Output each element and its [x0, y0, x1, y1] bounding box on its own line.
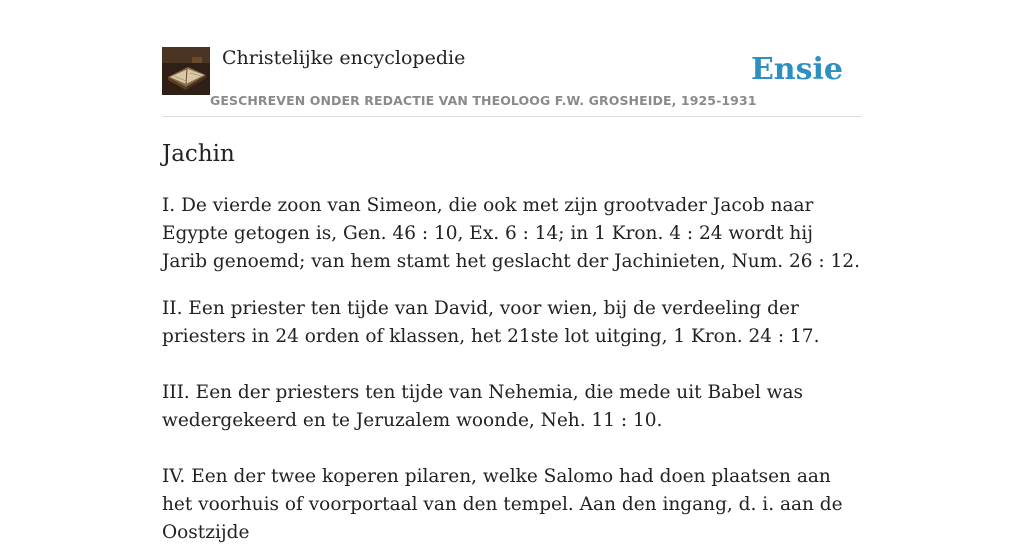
site-title[interactable]: Christelijke encyclopedie [222, 47, 466, 69]
site-header [162, 46, 862, 117]
article-paragraph: II. Een priester ten tijde van David, voor wien, bij de verdeeling der priesters in 24 orden of klassen, het 21ste lot uitging, 1 Kron. 24 : 17. [162, 298, 820, 347]
article-title: Jachin [162, 141, 235, 167]
brand-logo-link[interactable]: Ensie [750, 52, 843, 87]
page [162, 0, 862, 543]
book-photo-icon[interactable] [162, 47, 210, 95]
article-paragraph: III. Een der priesters ten tijde van Nehemia, die mede uit Babel was wedergekeerd en te Jeruzalem woonde, Neh. 11 : 10. [162, 382, 804, 431]
article-paragraph: IV. Een der twee koperen pilaren, welke Salomo had doen plaatsen aan het voorhuis of voorportaal van den tempel. Aan den ingang, d. i. aan de Oostzijde [162, 466, 843, 543]
site-subtitle: GESCHREVEN ONDER REDACTIE VAN THEOLOOG F.W. GROSHEIDE, 1925-1931 [210, 93, 757, 108]
article-paragraph: I. De vierde zoon van Simeon, die ook met zijn grootvader Jacob naar Egypte getogen is, Gen. 46 : 10, Ex. 6 : 14; in 1 Kron. 4 : 24 wordt hij Jarib genoemd; van hem stamt het geslacht der Jachinieten, Num. 26 : 12. [162, 195, 860, 272]
